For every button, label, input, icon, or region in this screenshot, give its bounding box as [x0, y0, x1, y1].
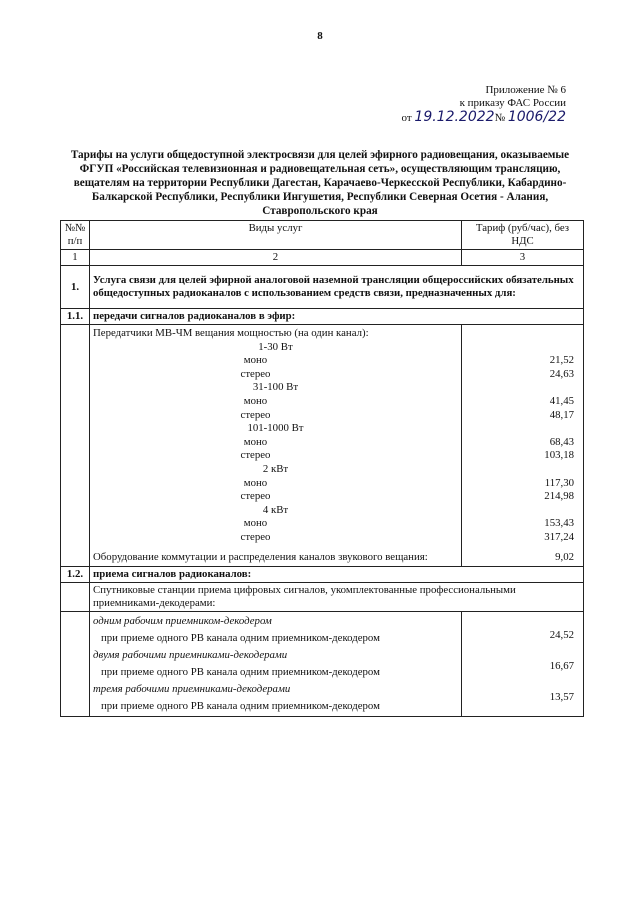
spacer: [465, 341, 580, 355]
section-1-1-row: [61, 309, 584, 325]
mono-value: 41,45: [549, 394, 574, 407]
appendix-line1: Приложение № 6: [485, 84, 566, 96]
section-1-2-num: 1.2.: [61, 567, 90, 583]
receiver-config-heading: одним рабочим приемником-декодером: [93, 615, 272, 628]
satellite-rows: [61, 612, 584, 717]
section-1-2-row: [61, 567, 584, 583]
stereo-label: стерео: [240, 530, 271, 543]
spacer: [465, 463, 580, 477]
date-prefix: от: [401, 112, 412, 124]
header-tariff: Тариф (руб/час), без НДС: [462, 221, 584, 250]
power-label: 31-100 Вт: [252, 381, 299, 394]
satellite-intro: Спутниковые станции приема цифровых сигналов, укомплектованные профессиональными приемниками-декодерами:: [90, 583, 584, 612]
mono-label: моно: [243, 394, 268, 407]
handwritten-date: 19.12.2022: [414, 109, 495, 125]
colnum-1: 1: [61, 250, 90, 266]
column-number-row: [61, 250, 584, 266]
receiver-config-heading: тремя рабочими приемниками-декодерами: [93, 683, 291, 696]
appendix-date-line: [400, 111, 566, 125]
page-number: 8: [317, 30, 323, 42]
receiver-tariff-value: 16,67: [549, 660, 574, 673]
spacer: [465, 646, 580, 659]
mono-label: моно: [243, 435, 268, 448]
number-prefix: №: [494, 112, 506, 124]
section-1-1-text: передачи сигналов радиоканалов в эфир:: [90, 309, 584, 325]
power-label: 101-1000 Вт: [247, 422, 304, 435]
handwritten-order-number: 1006/22: [507, 109, 566, 125]
header-services: Виды услуг: [90, 221, 462, 250]
stereo-label: стерео: [240, 408, 271, 421]
stereo-label: стерео: [240, 449, 271, 462]
power-label: 1-30 Вт: [258, 340, 293, 353]
section-1-1-num: 1.1.: [61, 309, 90, 325]
section-1-2-text: приема сигналов радиоканалов:: [90, 567, 584, 583]
power-group-values: [465, 341, 580, 545]
receiver-tariff-value: 13,57: [549, 691, 574, 704]
header-num: №№ п/п: [61, 221, 90, 250]
mono-label: моно: [243, 354, 268, 367]
section-1-row: [61, 266, 584, 309]
stereo-value: 103,18: [544, 449, 574, 462]
empty-cell: [61, 612, 90, 717]
stereo-value: 317,24: [544, 530, 574, 543]
mono-value: 21,52: [549, 354, 574, 367]
section-1-num: 1.: [61, 266, 90, 309]
satellite-services: [90, 612, 462, 717]
transmitters-list: [90, 325, 462, 567]
document-title: Тарифы на услуги общедоступной электросвязи для целей эфирного радиовещания, оказываемые ФГУП «Российская телевизионная и радиовещательная сеть», осуществляющим трансляцию, вещателям на территории Республики Дагестан, Карачаево-Черкесской Республики, Кабардино-Балкарской Республики, Республики Ингушетия, Республики Северная Осетия - Алания, Ставропольского края: [70, 149, 570, 217]
table-header-row: [61, 221, 584, 250]
equipment-value: 9,02: [555, 550, 574, 563]
stereo-value: 48,17: [549, 408, 574, 421]
appendix-line2: к приказу ФАС России: [459, 97, 566, 109]
mono-label: моно: [243, 476, 268, 489]
empty-cell: [61, 583, 90, 612]
spacer: [465, 422, 580, 436]
colnum-3: 3: [462, 250, 584, 266]
satellite-intro-row: [61, 583, 584, 612]
spacer: [465, 381, 580, 395]
satellite-values: [462, 612, 584, 717]
power-label: 2 кВт: [262, 462, 289, 475]
stereo-label: стерео: [240, 367, 271, 380]
power-groups: [93, 341, 458, 545]
receiver-tariff-value: 24,52: [549, 629, 574, 642]
colnum-2: 2: [90, 250, 462, 266]
mono-value: 68,43: [549, 435, 574, 448]
stereo-value: 24,63: [549, 367, 574, 380]
power-label: 4 кВт: [262, 503, 289, 516]
stereo-label: стерео: [240, 490, 271, 503]
spacer: [465, 615, 580, 628]
transmitters-values: [462, 325, 584, 567]
section-1-text: Услуга связи для целей эфирной аналоговой наземной трансляции общероссийских обязательных общедоступных радиоканалов с использованием средств связи, предназначенных для:: [90, 266, 584, 309]
receiver-config-line: при приеме одного РВ канала одним приемником-декодером: [101, 700, 380, 713]
receiver-config-line: при приеме одного РВ канала одним приемником-декодером: [101, 632, 380, 645]
spacer: [465, 677, 580, 690]
empty-cell: [61, 325, 90, 567]
receiver-config-line: при приеме одного РВ канала одним приемником-декодером: [101, 666, 380, 679]
tariff-table: [60, 220, 584, 717]
spacer: [465, 504, 580, 518]
receiver-config-heading: двумя рабочими приемниками-декодерами: [93, 649, 288, 662]
transmitters-intro: Передатчики МВ-ЧМ вещания мощностью (на один канал):: [93, 327, 369, 339]
mono-value: 117,30: [544, 476, 574, 489]
stereo-value: 214,98: [544, 490, 574, 503]
appendix-block: [400, 84, 566, 125]
equipment-label: Оборудование коммутации и распределения каналов звукового вещания:: [93, 550, 428, 563]
transmitters-row: [61, 325, 584, 567]
mono-label: моно: [243, 517, 268, 530]
mono-value: 153,43: [544, 517, 574, 530]
